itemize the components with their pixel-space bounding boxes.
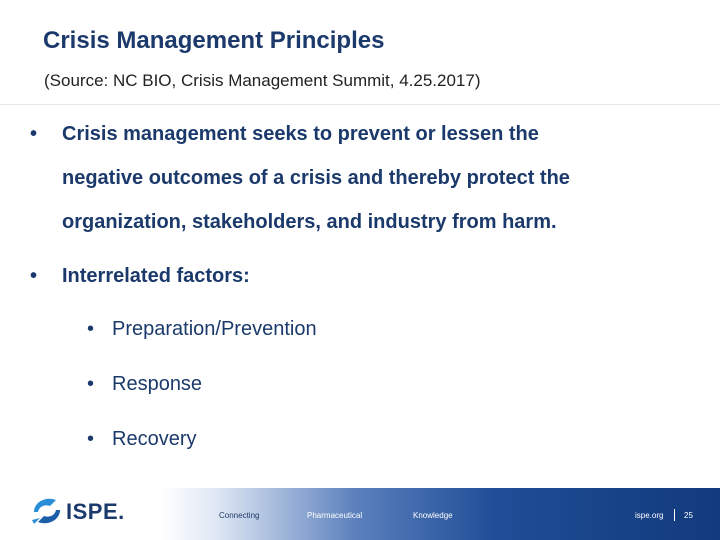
ispe-logo — [30, 494, 130, 528]
bullet-marker: • — [87, 373, 95, 395]
bullet-line — [30, 118, 690, 162]
sub-bullet — [87, 315, 317, 343]
sub-bullet-text: Response — [112, 373, 203, 395]
bullet-line: negative outcomes of a crisis and thereby protect the — [62, 167, 570, 189]
slide-title: Crisis Management Principles — [43, 27, 385, 54]
bullet-factors — [30, 260, 250, 292]
sub-bullet — [87, 425, 196, 453]
slide-subtitle: (Source: NC BIO, Crisis Management Summit, 4.25.2017) — [44, 71, 481, 90]
page-number: 25 — [684, 511, 693, 520]
footer-separator — [674, 509, 675, 521]
bullet-definition — [30, 118, 690, 250]
footer-site-link[interactable]: ispe.org — [635, 511, 664, 520]
sub-bullet — [87, 370, 202, 398]
bullet-line: organization, stakeholders, and industry from harm. — [62, 211, 557, 233]
bullet-text: Interrelated factors: — [62, 265, 250, 287]
bullet-text: Crisis management seeks to prevent or lessen the — [62, 123, 539, 145]
sub-bullet-text: Recovery — [112, 428, 197, 450]
ispe-swirl-icon — [30, 494, 64, 528]
bullet-marker: • — [87, 428, 95, 450]
sub-bullet-text: Preparation/Prevention — [112, 318, 317, 340]
bullet-marker: • — [30, 265, 38, 287]
logo-wordmark: ISPE. — [66, 499, 125, 524]
footer-keyword: Pharmaceutical — [307, 511, 363, 520]
divider — [0, 104, 720, 105]
footer-band — [160, 488, 720, 540]
bullet-marker: • — [87, 318, 95, 340]
footer-keyword: Knowledge — [413, 511, 453, 520]
footer-keyword: Connecting — [219, 511, 260, 520]
bullet-marker: • — [30, 123, 38, 145]
